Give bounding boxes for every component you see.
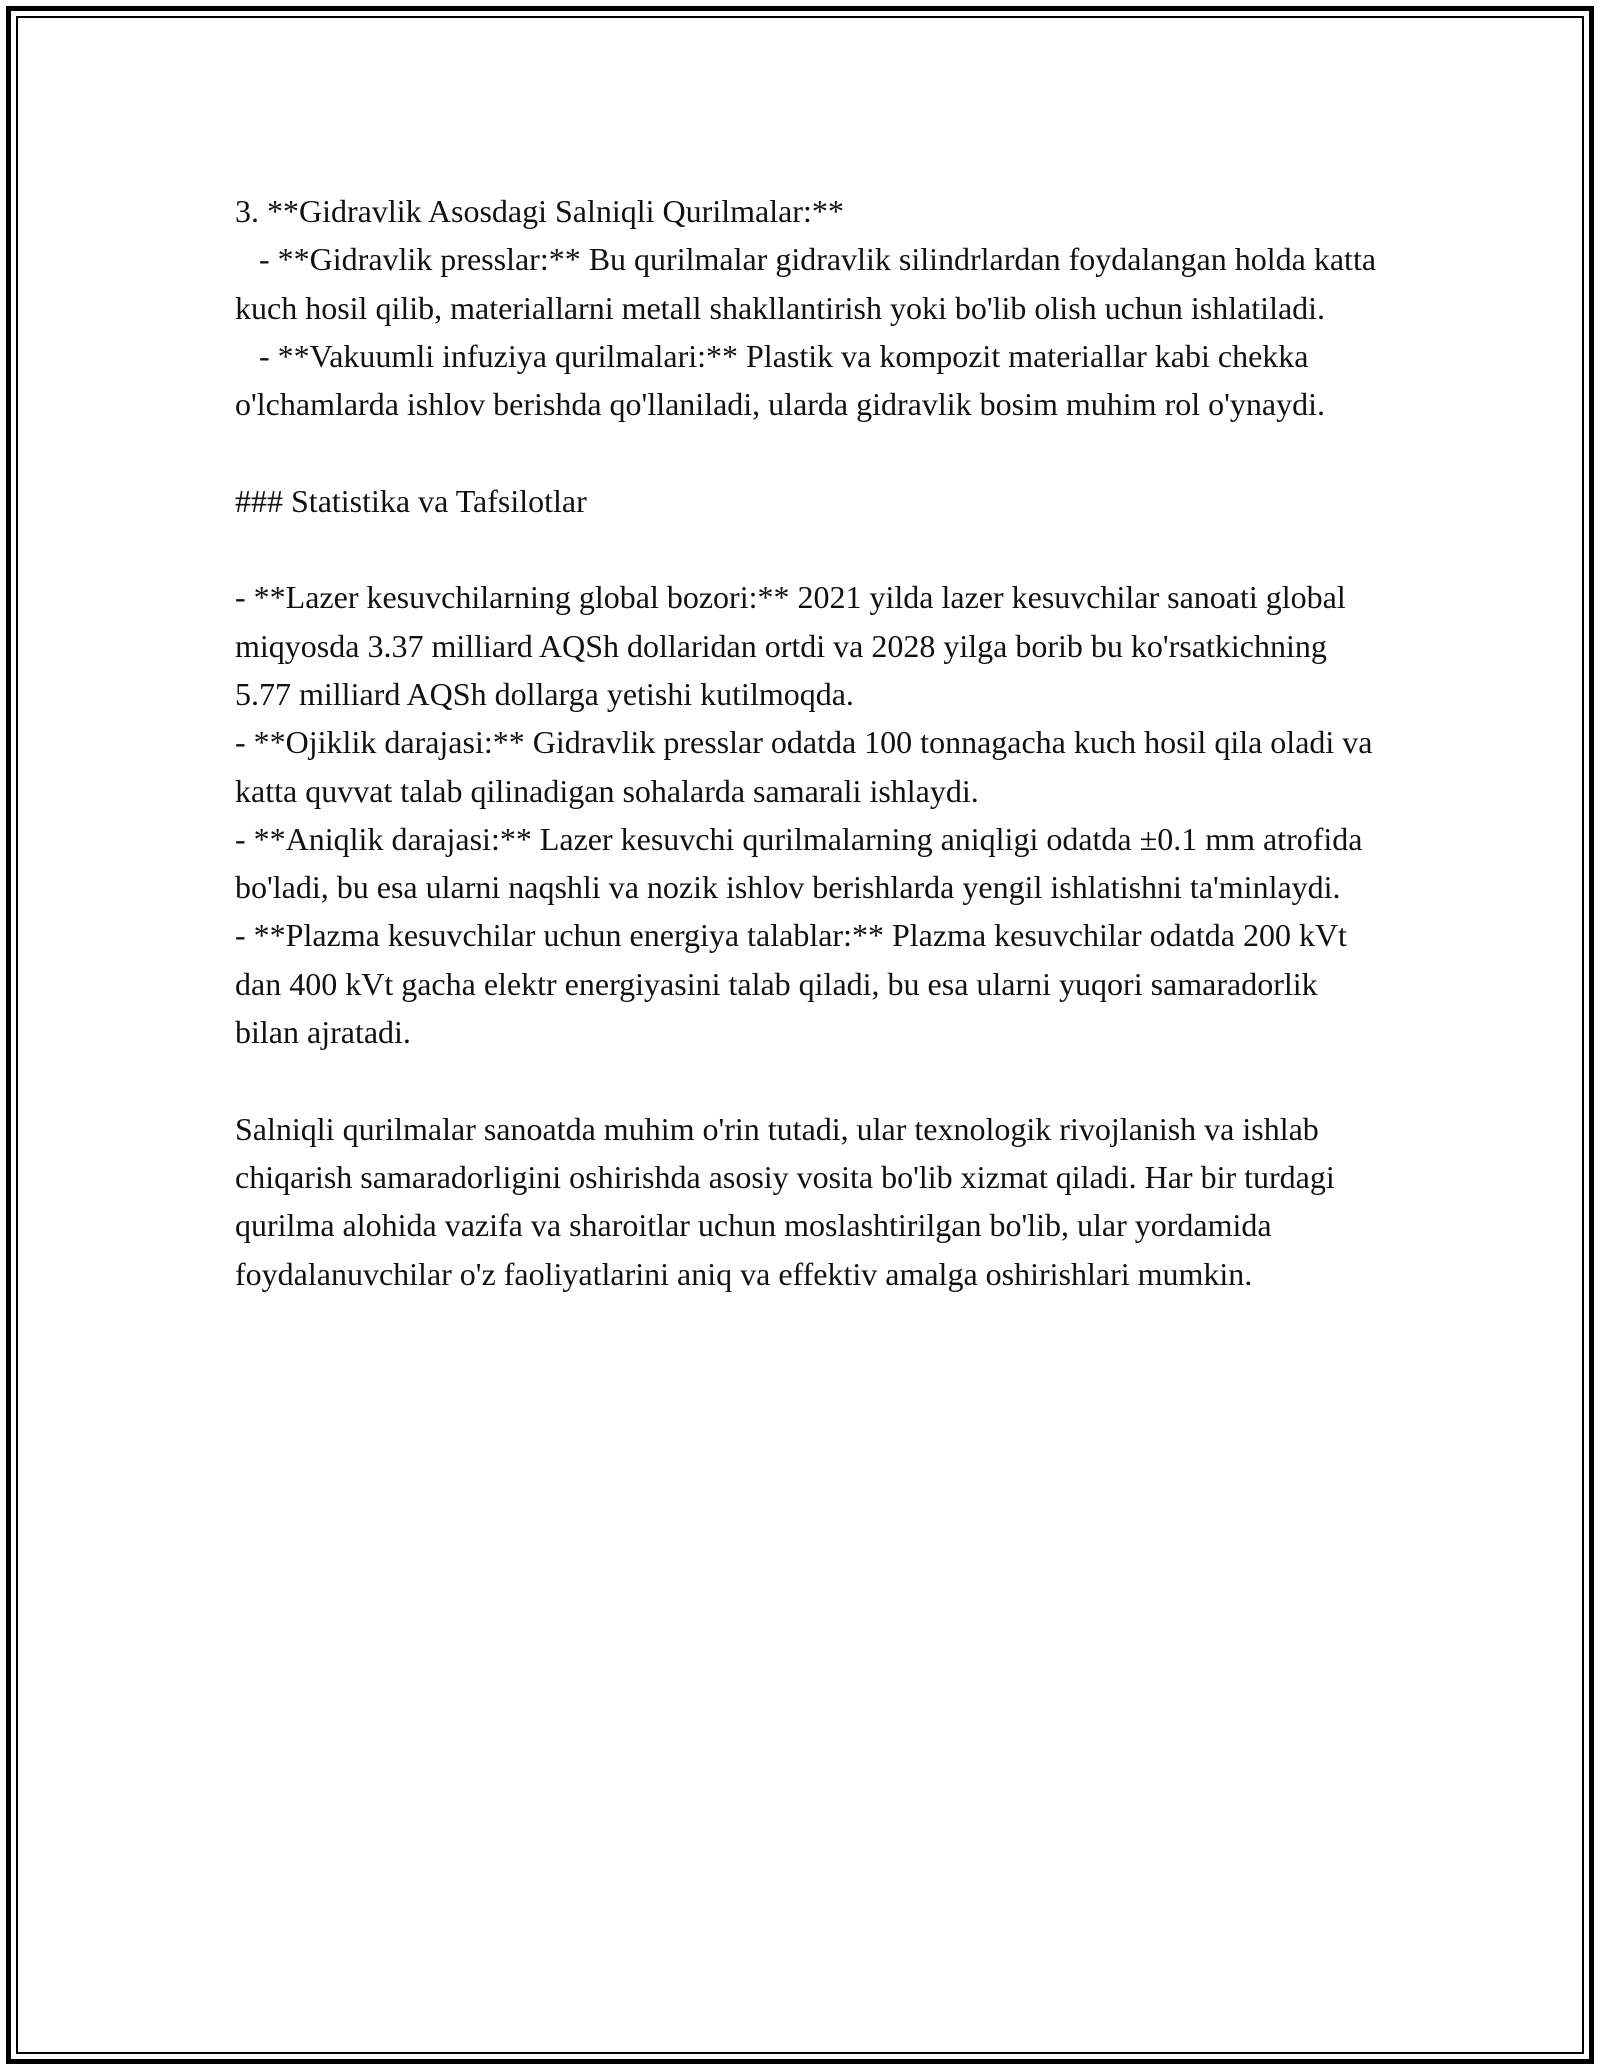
spacer	[235, 428, 1385, 476]
list-item: - **Lazer kesuvchilarning global bozori:** 2021 yilda lazer kesuvchilar sanoati global miqyosda 3.37 milliard AQSh dollaridan ortdi va 2028 yilga borib bu ko'rsatkichning 5.77 milliard AQSh dollarga yetishi kutilmoqda.	[235, 579, 1354, 712]
spacer	[235, 525, 1385, 573]
list-item: - **Vakuumli infuziya qurilmalari:** Plastik va kompozit materiallar kabi chekka o'lchamlarda ishlov berishda qo'llaniladi, ularda gidravlik bosim muhim rol o'ynaydi.	[235, 337, 1325, 423]
list-item: - **Aniqlik darajasi:** Lazer kesuvchi qurilmalarning aniqligi odatda ±0.1 mm atrofida bo'ladi, bu esa ularni naqshli va nozik ishlov berishlarda yengil ishlatishni ta'minlaydi.	[235, 820, 1371, 906]
list-item: - **Gidravlik presslar:** Bu qurilmalar gidravlik silindrlardan foydalangan holda katta kuch hosil qilib, materiallarni metall shakllantirish yoki bo'lib olish uchun ishlatiladi.	[235, 241, 1385, 326]
conclusion-paragraph: Salniqli qurilmalar sanoatda muhim o'rin tutadi, ular texnologik rivojlanish va ishlab chiqarish samaradorligini oshirishda asosiy vosita bo'lib xizmat qiladi. Har bir turdagi qurilma alohida vazifa va sharoitlar uchun moslashtirilgan bo'lib, ular yordamida foydalanuvchilar o'z faoliyatlarini aniq va effektiv amalga oshirishlari mumkin.	[235, 1110, 1343, 1292]
stats-heading: ### Statistika va Tafsilotlar	[235, 482, 587, 519]
document-body	[235, 187, 1385, 1298]
list-item: - **Ojiklik darajasi:** Gidravlik presslar odatda 100 tonnagacha kuch hosil qila oladi va katta quvvat talab qilinadigan sohalarda samarali ishlaydi.	[235, 724, 1381, 809]
section-heading: 3. **Gidravlik Asosdagi Salniqli Qurilmalar:**	[235, 193, 844, 229]
spacer	[235, 1056, 1385, 1104]
list-item: - **Plazma kesuvchilar uchun energiya talablar:** Plazma kesuvchilar odatda 200 kVt dan 400 kVt gacha elektr energiyasini talab qiladi, bu esa ularni yuqori samaradorlik bilan ajratadi.	[235, 917, 1355, 1051]
